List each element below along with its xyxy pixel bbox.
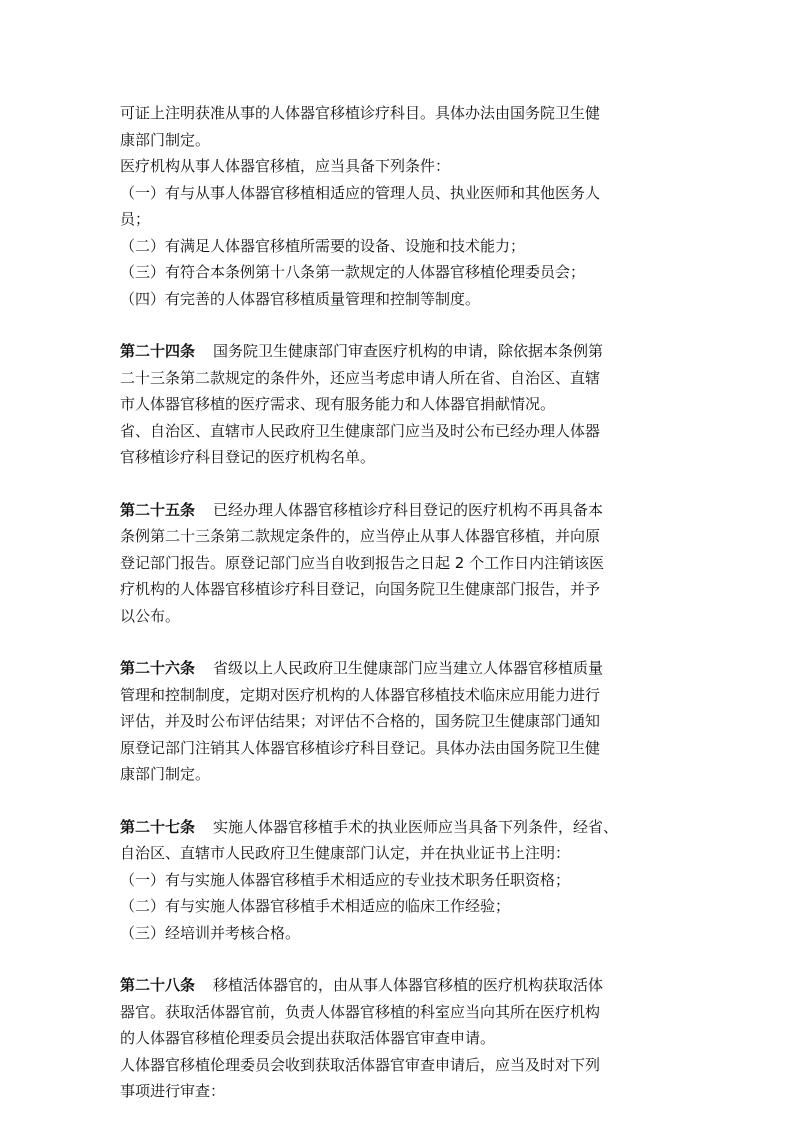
text-line: 二十三条第二款规定的条件外，还应当考虑申请人所在省、自治区、直辖 bbox=[120, 368, 601, 387]
text-line: 事项进行审查： bbox=[120, 1082, 226, 1100]
article-title: 第二十六条 bbox=[120, 659, 196, 677]
article-28 bbox=[120, 972, 680, 1105]
text-line: 官移植诊疗科目登记的医疗机构名单。 bbox=[120, 448, 376, 466]
text-line: 的人体器官移植伦理委员会提出获取活体器官审查申请。 bbox=[120, 1029, 496, 1047]
text-line: （四）有完善的人体器官移植质量管理和控制等制度。 bbox=[120, 289, 481, 308]
article-title: 第二十八条 bbox=[120, 976, 196, 994]
article-title: 第二十四条 bbox=[120, 342, 196, 360]
text-line: 已经办理人体器官移植诊疗科目登记的医疗机构不再具备本 bbox=[213, 500, 604, 519]
article-title: 第二十七条 bbox=[120, 817, 196, 836]
text-line: 可证上注明获准从事的人体器官移植诊疗科目。具体办法由国务院卫生健 bbox=[120, 104, 601, 122]
text-line: 医疗机构从事人体器官移植，应当具备下列条件： bbox=[120, 157, 451, 175]
article-first-line bbox=[120, 972, 680, 999]
text-line: 原登记部门注销其人体器官移植诊疗科目登记。具体办法由国务院卫生健 bbox=[120, 738, 601, 757]
text-line: 条例第二十三条第二款规定条件的，应当停止从事人体器官移植，并向原 bbox=[120, 527, 601, 545]
text-line: 国务院卫生健康部门审查医疗机构的申请，除依据本条例第 bbox=[213, 342, 604, 360]
article-first-line bbox=[120, 655, 680, 682]
text-line: （三）经培训并考核合格。 bbox=[120, 923, 301, 942]
text-line: 评估，并及时公布评估结果；对评估不合格的，国务院卫生健康部门通知 bbox=[120, 712, 601, 730]
article-24 bbox=[120, 338, 680, 471]
text-line: （三）有符合本条例第十八条第一款规定的人体器官移植伦理委员会； bbox=[120, 263, 586, 281]
text-line: （一）有与从事人体器官移植相适应的管理人员、执业医师和其他医务人 bbox=[120, 183, 601, 202]
text-line: 器官。获取活体器官前，负责人体器官移植的科室应当向其所在医疗机构 bbox=[120, 1002, 601, 1021]
text-line: 市人体器官移植的医疗需求、现有服务能力和人体器官捐献情况。 bbox=[120, 395, 556, 413]
text-line: 实施人体器官移植手术的执业医师应当具备下列条件，经省、 bbox=[213, 817, 619, 836]
paragraph-block-23-cont bbox=[120, 100, 680, 312]
article-25 bbox=[120, 497, 680, 630]
text-line: 疗机构的人体器官移植诊疗科目登记，向国务院卫生健康部门报告，并予 bbox=[120, 580, 601, 598]
text-line: 移植活体器官的，由从事人体器官移植的医疗机构获取活体 bbox=[213, 976, 604, 994]
text-line: 员； bbox=[120, 210, 151, 228]
document-page bbox=[120, 100, 680, 1131]
article-first-line bbox=[120, 814, 680, 841]
article-first-line bbox=[120, 497, 680, 524]
text-line: （一）有与实施人体器官移植手术相适应的专业技术职务任职资格； bbox=[120, 870, 571, 889]
text-line: 省级以上人民政府卫生健康部门应当建立人体器官移植质量 bbox=[213, 659, 604, 677]
text-line: 人体器官移植伦理委员会收到获取活体器官审查申请后，应当及时对下列 bbox=[120, 1055, 601, 1074]
text-line: （二）有与实施人体器官移植手术相适应的临床工作经验； bbox=[120, 897, 511, 915]
article-title: 第二十五条 bbox=[120, 500, 196, 519]
text-line: 以公布。 bbox=[120, 606, 181, 625]
text-line: 自治区、直辖市人民政府卫生健康部门认定，并在执业证书上注明： bbox=[120, 844, 571, 862]
text-line: 登记部门报告。原登记部门应当自收到报告之日起 2 个工作日内注销该医 bbox=[120, 553, 605, 572]
text-line: 康部门制定。 bbox=[120, 765, 211, 783]
article-27 bbox=[120, 814, 680, 947]
text-line: （二）有满足人体器官移植所需要的设备、设施和技术能力； bbox=[120, 236, 526, 255]
text-line: 康部门制定。 bbox=[120, 130, 211, 149]
text-line: 省、自治区、直辖市人民政府卫生健康部门应当及时公布已经办理人体器 bbox=[120, 421, 601, 440]
article-26 bbox=[120, 655, 680, 788]
article-first-line bbox=[120, 338, 680, 365]
text-line: 管理和控制制度，定期对医疗机构的人体器官移植技术临床应用能力进行 bbox=[120, 685, 601, 704]
